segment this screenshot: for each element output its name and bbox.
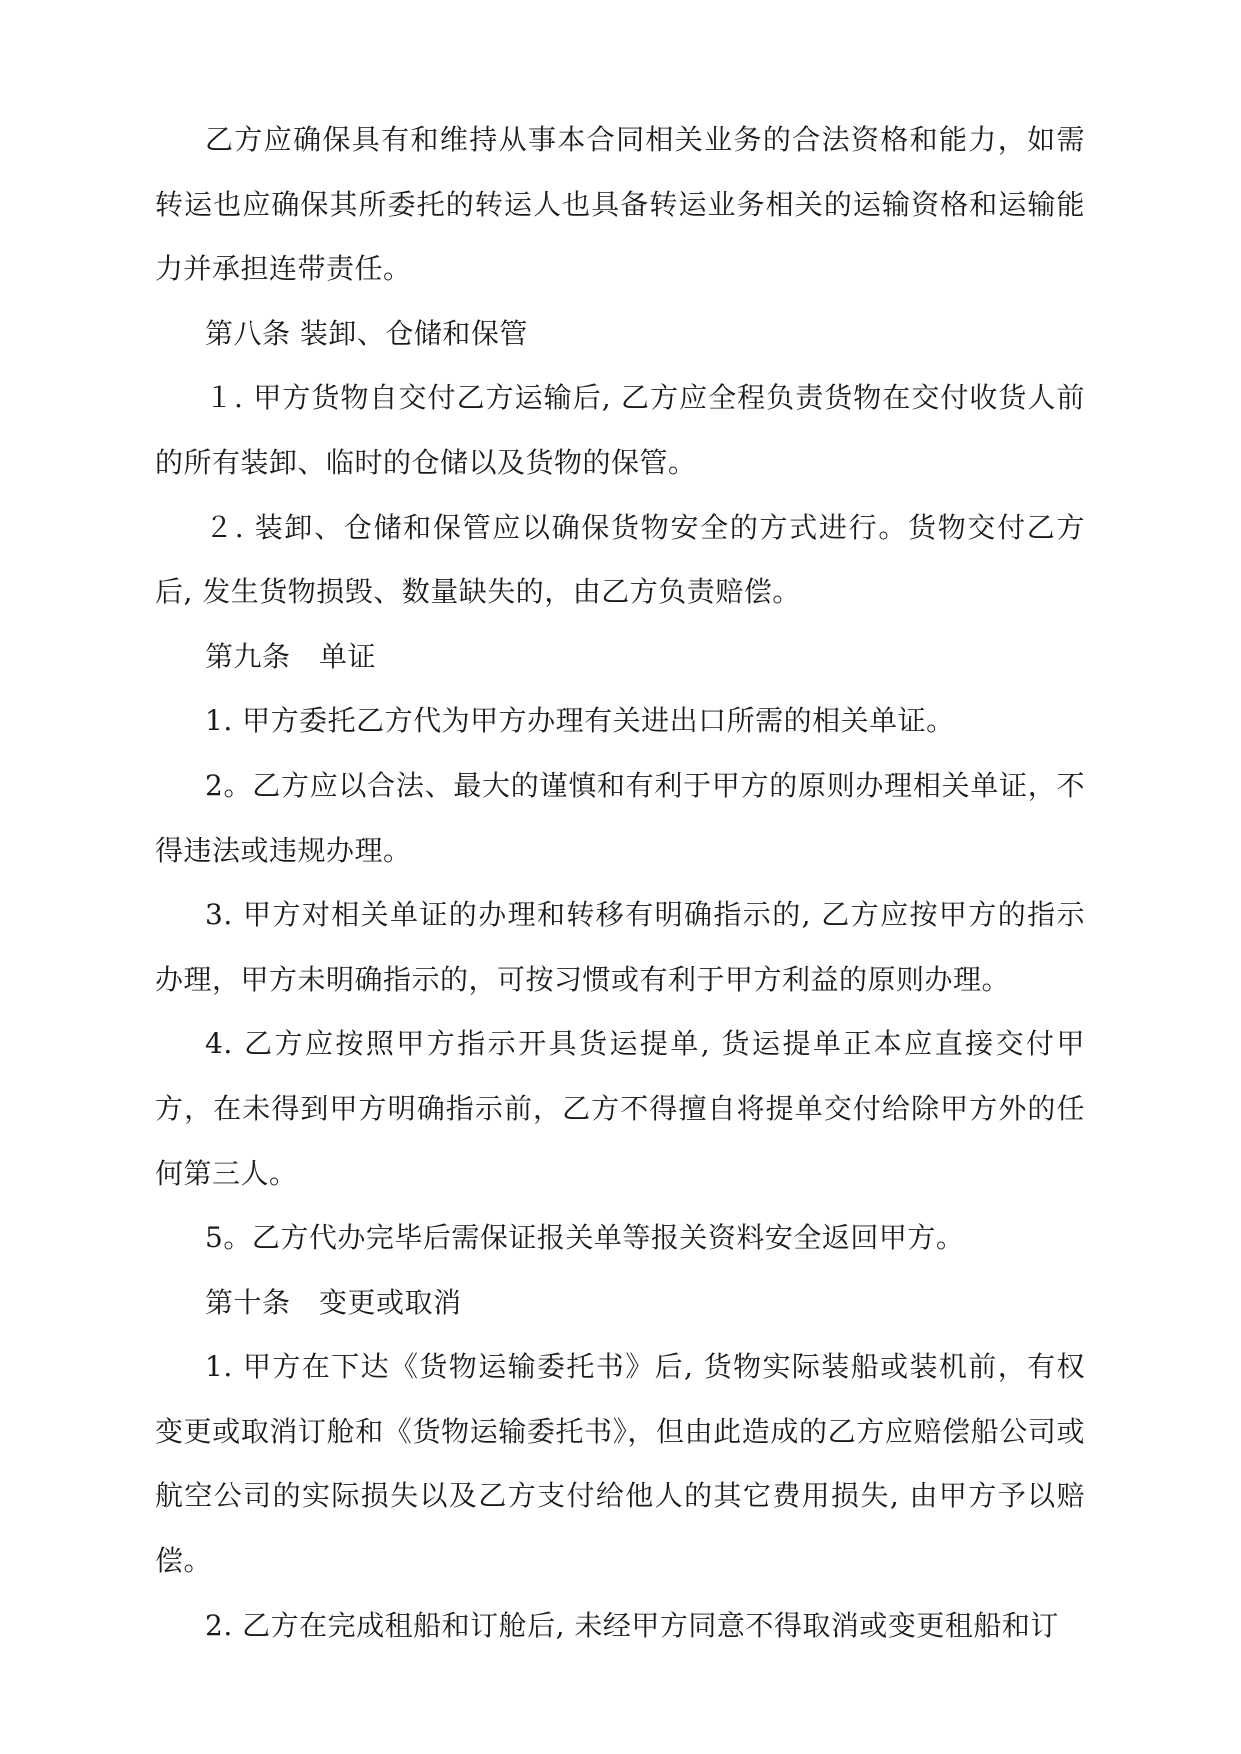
document-body [155,108,1085,1658]
paragraph-qualification: 乙方应确保具有和维持从事本合同相关业务的合法资格和能力，如需转运也应确保其所委托的转运人也具备转运业务相关的运输资格和运输能力并承担连带责任。 [155,123,1085,286]
article-9-clause-2: 2。乙方应以合法、最大的谨慎和有利于甲方的原则办理相关单证，不得违法或违规办理。 [155,768,1085,867]
article-9-clause-3: 3. 甲方对相关单证的办理和转移有明确指示的, 乙方应按甲方的指示办理，甲方未明确指示的，可按习惯或有利于甲方利益的原则办理。 [155,898,1085,996]
article-9-heading: 第九条 单证 [205,639,377,673]
article-8-clause-1: １. 甲方货物自交付乙方运输后, 乙方应全程负责货物在交付收货人前的所有装卸、临时的仓储以及货物的保管。 [155,381,1085,479]
article-8-heading: 第八条 装卸、仓储和保管 [205,316,528,350]
article-8-clause-2: ２. 装卸、仓储和保管应以确保货物安全的方式进行。货物交付乙方后, 发生货物损毁、数量缺失的，由乙方负责赔偿。 [155,510,1085,609]
article-10-clause-1: 1. 甲方在下达《货物运输委托书》后, 货物实际装船或装机前，有权变更或取消订舱和《货物运输委托书》，但由此造成的乙方应赔偿船公司或航空公司的实际损失以及乙方支付给他人的其它费用损失, 由甲方予以赔偿。 [155,1350,1085,1578]
article-9-clause-1: 1. 甲方委托乙方代为甲方办理有关进出口所需的相关单证。 [205,704,955,738]
article-10-heading: 第十条 变更或取消 [205,1285,462,1319]
article-9-clause-5: 5。乙方代办完毕后需保证报关单等报关资料安全返回甲方。 [205,1221,965,1255]
article-10-clause-2: 2. 乙方在完成租船和订舱后, 未经甲方同意不得取消或变更租船和订 [205,1608,1059,1642]
article-9-clause-4: 4. 乙方应按照甲方指示开具货运提单, 货运提单正本应直接交付甲方，在未得到甲方明确指示前，乙方不得擅自将提单交付给除甲方外的任何第三人。 [155,1027,1085,1190]
